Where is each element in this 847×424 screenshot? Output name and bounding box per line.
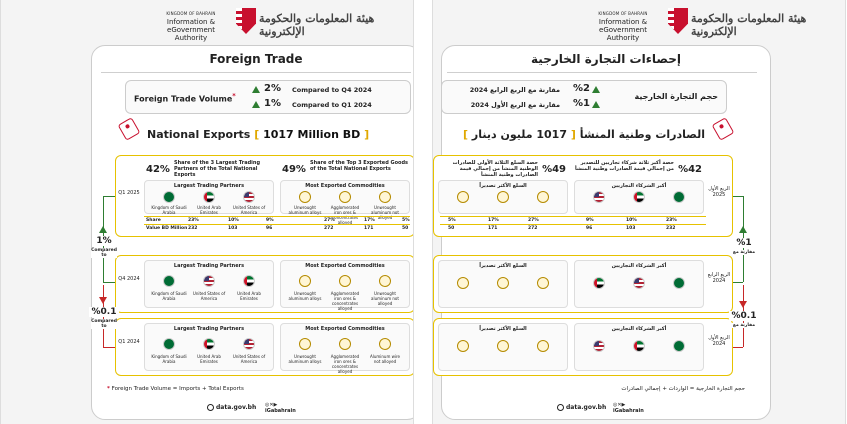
uae-flag-icon — [633, 340, 645, 352]
partners-share-pct: 42% — [146, 164, 170, 175]
good-1-label: Unwrought aluminum alloys — [288, 205, 322, 215]
uae-flag-icon — [593, 277, 605, 289]
connector-line — [103, 196, 115, 197]
goods-cell — [280, 180, 410, 225]
usa-label: United States of America — [232, 205, 266, 215]
q4-2024-label: Q4 2024 — [118, 276, 140, 282]
iron-ore-icon — [497, 191, 509, 203]
org-logo: KINGDOM OF BAHRAIN Information & eGovernment Authority هيئة المعلومات والحكومة الإلكترونية — [433, 8, 845, 38]
usa-flag-icon — [593, 191, 605, 203]
usa-flag-icon — [243, 191, 255, 203]
down-arrow-icon — [739, 301, 747, 308]
usa-flag-icon — [203, 275, 215, 287]
q1-2024-block — [115, 318, 414, 376]
aluminum-wire-icon — [379, 338, 391, 350]
side2-pct: %0.1 — [89, 307, 119, 317]
goods-cell: السلع الأكثر تصديراً — [438, 180, 568, 214]
cmp1-pct: 2% — [264, 83, 281, 94]
org-name-ar: هيئة المعلومات والحكومة الإلكترونية — [259, 12, 375, 38]
up-arrow-icon — [592, 86, 600, 93]
goods-cell: السلع الأكثر تصديراً — [438, 260, 568, 308]
goods-cell: Most Exported Commodities Unwrought aluminum alloys Agglomerated iron ores & concentrates alloyed Aluminum wire not alloyed — [280, 323, 410, 371]
goods-cell: السلع الأكثر تصديراً — [438, 323, 568, 371]
q4-2024-block — [115, 255, 414, 313]
aluminum-wire-icon — [457, 340, 469, 352]
uae-flag-icon — [243, 275, 255, 287]
volume-label: Foreign Trade Volume* — [134, 92, 236, 104]
values-table — [144, 216, 410, 232]
value-row: Value BD Million 232 103 96 272 171 50 — [146, 226, 409, 231]
saudi-flag-icon — [163, 275, 175, 287]
q1-2024-block: الربع الأول 2024 أكبر الشركاء التجاريين السلع الأكثر تصديراً — [433, 318, 733, 376]
page-title: Foreign Trade — [209, 52, 303, 66]
footnote: * Foreign Trade Volume = Imports + Total Exports — [107, 386, 244, 392]
q1-2024-label: Q1 2024 — [118, 339, 140, 345]
cmp2-text: Compared to Q1 2024 — [292, 101, 372, 109]
bahrain-shield-icon — [236, 8, 256, 34]
usa-flag-icon — [633, 277, 645, 289]
share-row: Share 23% 10% 9% 27% 17% 5% — [146, 218, 410, 223]
saudi-flag-icon — [673, 340, 685, 352]
arabic-panel: KINGDOM OF BAHRAIN Information & eGovernment Authority هيئة المعلومات والحكومة الإلكترونية إحصاءات التجارة الخارجية حجم التجارة الخارجية %2 مقارنة مع الربع الرابع 2024 %1 مقارنة مع الربع الأول 2024 الصادرات وطنية المنشأ [ 1017 مليون دينار ] الربع الأول 2025 %42 حصة أكبر ثلاثة شركاء تجاريين للتصدير من إجمالي قيمة الصادرات وطنية المنشأ %49 حصة السلع الثلاثة الأولى للصادرات الوطنية المنشأ من إجمالي قيمة الصادرات وطنية المنشأ أكبر الشركاء التجاريين السلع الأكثر تصديراً 5% 17% 27% 9% 10% 23% 50 171 272 96 103 232 الربع الرابع 2024 أكبر الشركاء التجاريين السلع الأكثر تصديراً الربع الأول 2024 أكبر الشركاء التجاريين السلع الأكثر تصديراً %1 مقارنة مع %0.1 مقارنة مع حجم التجارة الخارجية = الواردات + إجمالي الصادرات data.gov.bh ◎✕▶ iGabahrain — [432, 0, 846, 424]
aluminum-icon — [379, 275, 391, 287]
iron-ore-icon — [339, 275, 351, 287]
aluminum-icon — [537, 277, 549, 289]
partners-cell: أكبر الشركاء التجاريين — [574, 180, 704, 214]
good-2-label: Agglomerated iron ores & concentrates alloyed — [330, 205, 360, 225]
website-link[interactable]: data.gov.bh — [207, 404, 256, 411]
trade-volume-box — [125, 80, 411, 114]
partners-cell: أكبر الشركاء التجاريين — [574, 260, 704, 308]
exports-title: National Exports [ 1017 Million BD ] — [147, 128, 370, 141]
saudi-flag-icon — [673, 191, 685, 203]
uae-label: United Arab Emirates — [197, 205, 221, 215]
good-3-label: Unwrought aluminum not alloyed — [371, 205, 399, 220]
goods-share-text: Share of the Top 3 Exported Goods of the Total National Exports — [310, 160, 409, 172]
q1-2025-block: الربع الأول 2025 %42 حصة أكبر ثلاثة شركاء تجاريين للتصدير من إجمالي قيمة الصادرات وطنية المنشأ %49 حصة السلع الثلاثة الأولى للصادرات الوطنية المنشأ من إجمالي قيمة الصادرات وطنية المنشأ أكبر الشركاء التجاريين السلع الأكثر تصديراً 5% 17% 27% 9% 10% 23% 50 171 272 96 103 232 — [433, 155, 733, 237]
side2-text: Compared to — [91, 319, 117, 329]
partners-cell — [144, 180, 274, 214]
iron-ore-icon — [339, 338, 351, 350]
globe-icon — [207, 404, 214, 411]
aluminum-icon — [537, 191, 549, 203]
saudi-label: Kingdom of Saudi Arabia — [151, 205, 187, 215]
partners-share-text: Share of the 3 Largest Trading Partners of the Total National Exports — [174, 160, 261, 178]
aluminum-icon — [379, 191, 391, 203]
aluminum-icon — [299, 275, 311, 287]
q4-2024-block: الربع الرابع 2024 أكبر الشركاء التجاريين السلع الأكثر تصديراً — [433, 255, 733, 313]
partners-head: Largest Trading Partners — [173, 183, 245, 189]
iron-ore-icon — [497, 340, 509, 352]
saudi-flag-icon — [673, 277, 685, 289]
up-arrow-icon — [592, 101, 600, 108]
usa-flag-icon — [593, 340, 605, 352]
iron-ore-icon — [339, 191, 351, 203]
usa-flag-icon — [243, 338, 255, 350]
values-table: 5% 17% 27% 9% 10% 23% 50 171 272 96 103 232 — [440, 216, 706, 232]
aluminum-icon — [299, 191, 311, 203]
exports-title: الصادرات وطنية المنشأ [ 1017 مليون دينار ] — [463, 128, 705, 141]
partners-cell: Largest Trading Partners Kingdom of Saudi Arabia United States of America United Arab Emirates — [144, 260, 274, 308]
connector-line — [103, 347, 115, 348]
iron-ore-icon — [497, 277, 509, 289]
english-panel — [0, 0, 414, 424]
aluminum-icon — [457, 191, 469, 203]
volume-label: حجم التجارة الخارجية — [634, 92, 718, 101]
divider — [101, 72, 411, 73]
down-arrow-icon — [99, 297, 107, 304]
aluminum-icon — [299, 338, 311, 350]
connector-line — [733, 282, 743, 283]
kingdom-label: KINGDOM OF BAHRAIN — [166, 11, 216, 16]
saudi-flag-icon — [163, 338, 175, 350]
website-link[interactable]: data.gov.bh — [557, 404, 606, 411]
saudi-flag-icon — [163, 191, 175, 203]
q1-2025-label: Q1 2025 — [118, 190, 140, 196]
footnote: حجم التجارة الخارجية = الواردات + إجمالي الصادرات — [621, 386, 745, 392]
aluminum-icon — [537, 340, 549, 352]
page-title: إحصاءات التجارة الخارجية — [531, 52, 681, 66]
globe-icon — [557, 404, 564, 411]
aluminum-icon — [457, 277, 469, 289]
divider — [447, 72, 757, 73]
connector-line — [103, 282, 115, 283]
connector-line — [733, 347, 743, 348]
goods-share-pct: 49% — [282, 164, 306, 175]
bahrain-shield-icon — [668, 8, 688, 34]
uae-flag-icon — [633, 191, 645, 203]
social-handle[interactable]: ◎✕▶ iGabahrain — [613, 402, 644, 414]
org-logo — [1, 8, 413, 42]
q1-2025-block — [115, 155, 414, 237]
goods-cell: Most Exported Commodities Unwrought aluminum alloys Agglomerated iron ores & concentrates alloyed Unwrought aluminum not alloyed — [280, 260, 410, 308]
side1-pct: 1% — [93, 236, 115, 246]
up-arrow-icon — [252, 86, 260, 93]
uae-flag-icon — [203, 338, 215, 350]
social-handle[interactable]: ◎✕▶ iGabahrain — [265, 402, 296, 414]
cmp2-pct: 1% — [264, 98, 281, 109]
up-arrow-icon — [739, 226, 747, 233]
goods-head: Most Exported Commodities — [305, 183, 385, 189]
side1-text: Compared to — [91, 248, 117, 258]
partners-cell: أكبر الشركاء التجاريين — [574, 323, 704, 371]
connector-line — [733, 196, 743, 197]
up-arrow-icon — [99, 226, 107, 233]
uae-flag-icon — [203, 191, 215, 203]
cmp1-text: Compared to Q4 2024 — [292, 86, 372, 94]
org-name-en-1: Information & eGovernment — [166, 18, 216, 34]
up-arrow-icon — [252, 101, 260, 108]
trade-volume-box: حجم التجارة الخارجية %2 مقارنة مع الربع الرابع 2024 %1 مقارنة مع الربع الأول 2024 — [441, 80, 727, 114]
org-name-en-2: Authority — [174, 34, 208, 42]
partners-cell: Largest Trading Partners Kingdom of Saudi Arabia United Arab Emirates United States of America — [144, 323, 274, 371]
